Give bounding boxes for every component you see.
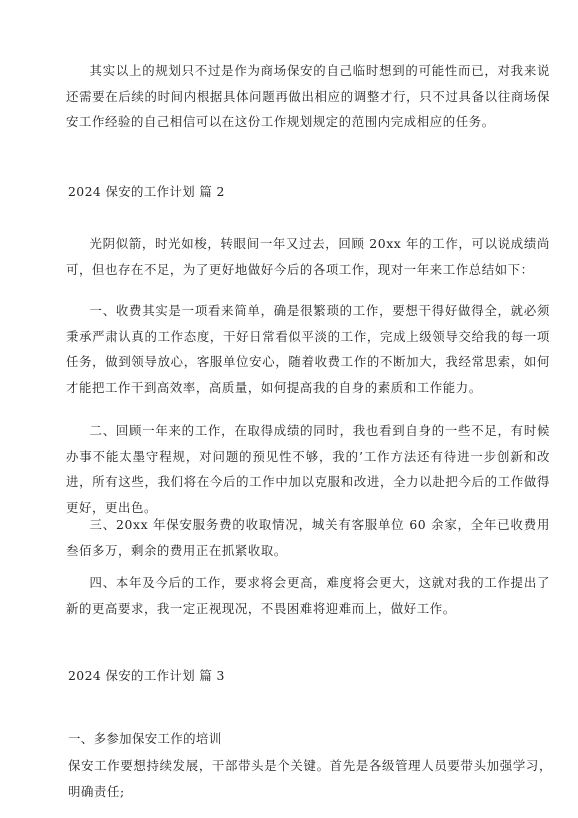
section-heading-3: 2024 保安的工作计划 篇 3 — [68, 668, 225, 683]
paragraph-2-2: 一、收费其实是一项看来简单，确是很繁琐的工作，要想干得好做得全，就必须秉承严肃认真的工作态度，干好日常看似平淡的工作，完成上级领导交给我的每一项任务，做到领导放心，客服单位安心，随着收费工作的不断加大，我经常思索，如何才能把工作干到高效率，高质量，如何提高我的自身的素质和工作能力。 — [66, 303, 550, 395]
paragraph-2-5: 四、本年及今后的工作，要求将会更高，难度将会更大，这就对我的工作提出了新的更高要求，我一定正视现况，不畏困难将迎难而上，做好工作。 — [66, 575, 550, 616]
subheading-3-1: 一、多参加保安工作的培训 — [68, 731, 222, 746]
paragraph-2-3: 二、回顾一年来的工作，在取得成绩的同时，我也看到自身的一些不足，有时候办事不能太墨守程规，对问题的预见性不够，我的’工作方法还有待进一步创新和改进，所有这些，我们将在今后的工作中加以克服和改进，全力以赴把今后的工作做得更好，更出色。 — [66, 423, 550, 515]
paragraph-2-4: 三、20xx 年保安服务费的收取情况，城关有客服单位 60 余家，全年已收费用叁佰多万，剩余的费用正在抓紧收取。 — [66, 517, 550, 558]
paragraph-3-2: 保安工作要想持续发展，干部带头是个关键。首先是各级管理人员要带头加强学习，明确责任; — [68, 758, 552, 799]
section-heading-2: 2024 保安的工作计划 篇 2 — [68, 184, 225, 199]
paragraph-2-1: 光阴似箭，时光如梭，转眼间一年又过去，回顾 20xx 年的工作，可以说成绩尚可，但也存在不足，为了更好地做好今后的各项工作，现对一年来工作总结如下： — [66, 236, 550, 277]
paragraph-intro: 其实以上的规划只不过是作为商场保安的自己临时想到的可能性而已，对我来说还需要在后续的时间内根据具体问题再做出相应的调整才行，只不过具备以往商场保安工作经验的自己相信可以在这份工作规划规定的范围内完成相应的任务。 — [66, 63, 550, 129]
